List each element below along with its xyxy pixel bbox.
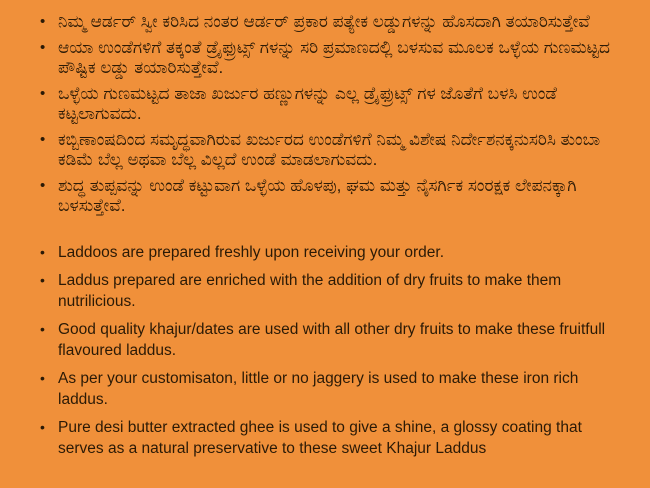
- list-item: • Pure desi butter extracted ghee is used to give a shine, a glossy coating that serves as a natural preservative to these sweet Khajur Laddus: [38, 417, 624, 459]
- list-item: • Good quality khajur/dates are used with all other dry fruits to make these fruitfull flavoured laddus.: [38, 319, 624, 361]
- list-item: • Laddoos are prepared freshly upon receiving your order.: [38, 242, 624, 263]
- list-item: • ನಿಮ್ಮ ಆರ್ಡರ್ ಸ್ವೀ ಕರಿಸಿದ ನಂತರ ಆರ್ಡರ್ ಪ್ರಕಾರ ಪತ್ಯೇಕ ಲಡ್ಡುಗಳನ್ನು ಹೊಸದಾಗಿ ತಯಾರಿಸುತ್ತೇವೆ: [38, 12, 624, 32]
- kannada-bullet-list: [38, 12, 624, 216]
- list-item: • ಒಳ್ಳೆಯ ಗುಣಮಟ್ಟದ ತಾಜಾ ಖರ್ಜುರ ಹಣ್ಣುಗಳನ್ನು ಎಲ್ಲ ಡ್ರೈಫ್ರುಟ್ಸ್ ಗಳ ಜೊತೆಗೆ ಬಳಸಿ ಉಂಡೆ ಕಟ್ಟಲಾಗುವದು.: [38, 84, 624, 124]
- list-item: • ಶುದ್ಧ ತುಪ್ಪವನ್ನು ಉಂಡೆ ಕಟ್ಟುವಾಗ ಒಳ್ಳೆಯ ಹೊಳಪು, ಘಮ ಮತ್ತು ನೈಸರ್ಗಿಕ ಸಂರಕ್ಷಕ ಲೇಪನಕ್ಕಾಗಿ ಬಳಸುತ್ತೇವೆ.: [38, 176, 624, 216]
- list-item: • ಆಯಾ ಉಂಡೆಗಳಿಗೆ ತಕ್ಕಂತೆ ಡ್ರೈಫ್ರುಟ್ಸ್ ಗಳನ್ನು ಸರಿ ಪ್ರಮಾಣದಲ್ಲಿ ಬಳಸುವ ಮೂಲಕ ಒಳ್ಳೆಯ ಗುಣಮಟ್ಟದ ಪೌಷ್ಟಿಕ ಲಡ್ಡು ತಯಾರಿಸುತ್ತೇವೆ.: [38, 38, 624, 78]
- list-item: • ಕಬ್ಬಿಣಾಂಷದಿಂದ ಸಮೃದ್ಧವಾಗಿರುವ ಖರ್ಜುರದ ಉಂಡೆಗಳಿಗೆ ನಿಮ್ಮ ವಿಶೇಷ ನಿರ್ದೇಶನಕ್ಕನುಸರಿಸಿ ತುಂಬಾ ಕಡಿಮೆ ಬೆಲ್ಲ ಅಥವಾ ಬೆಲ್ಲ ವಿಲ್ಲದೆ ಉಂಡೆ ಮಾಡಲಾಗುವದು.: [38, 130, 624, 170]
- list-item: • As per your customisaton, little or no jaggery is used to make these iron rich laddus.: [38, 368, 624, 410]
- english-bullet-list: [38, 242, 624, 459]
- list-item: • Laddus prepared are enriched with the addition of dry fruits to make them nutrilicious.: [38, 270, 624, 312]
